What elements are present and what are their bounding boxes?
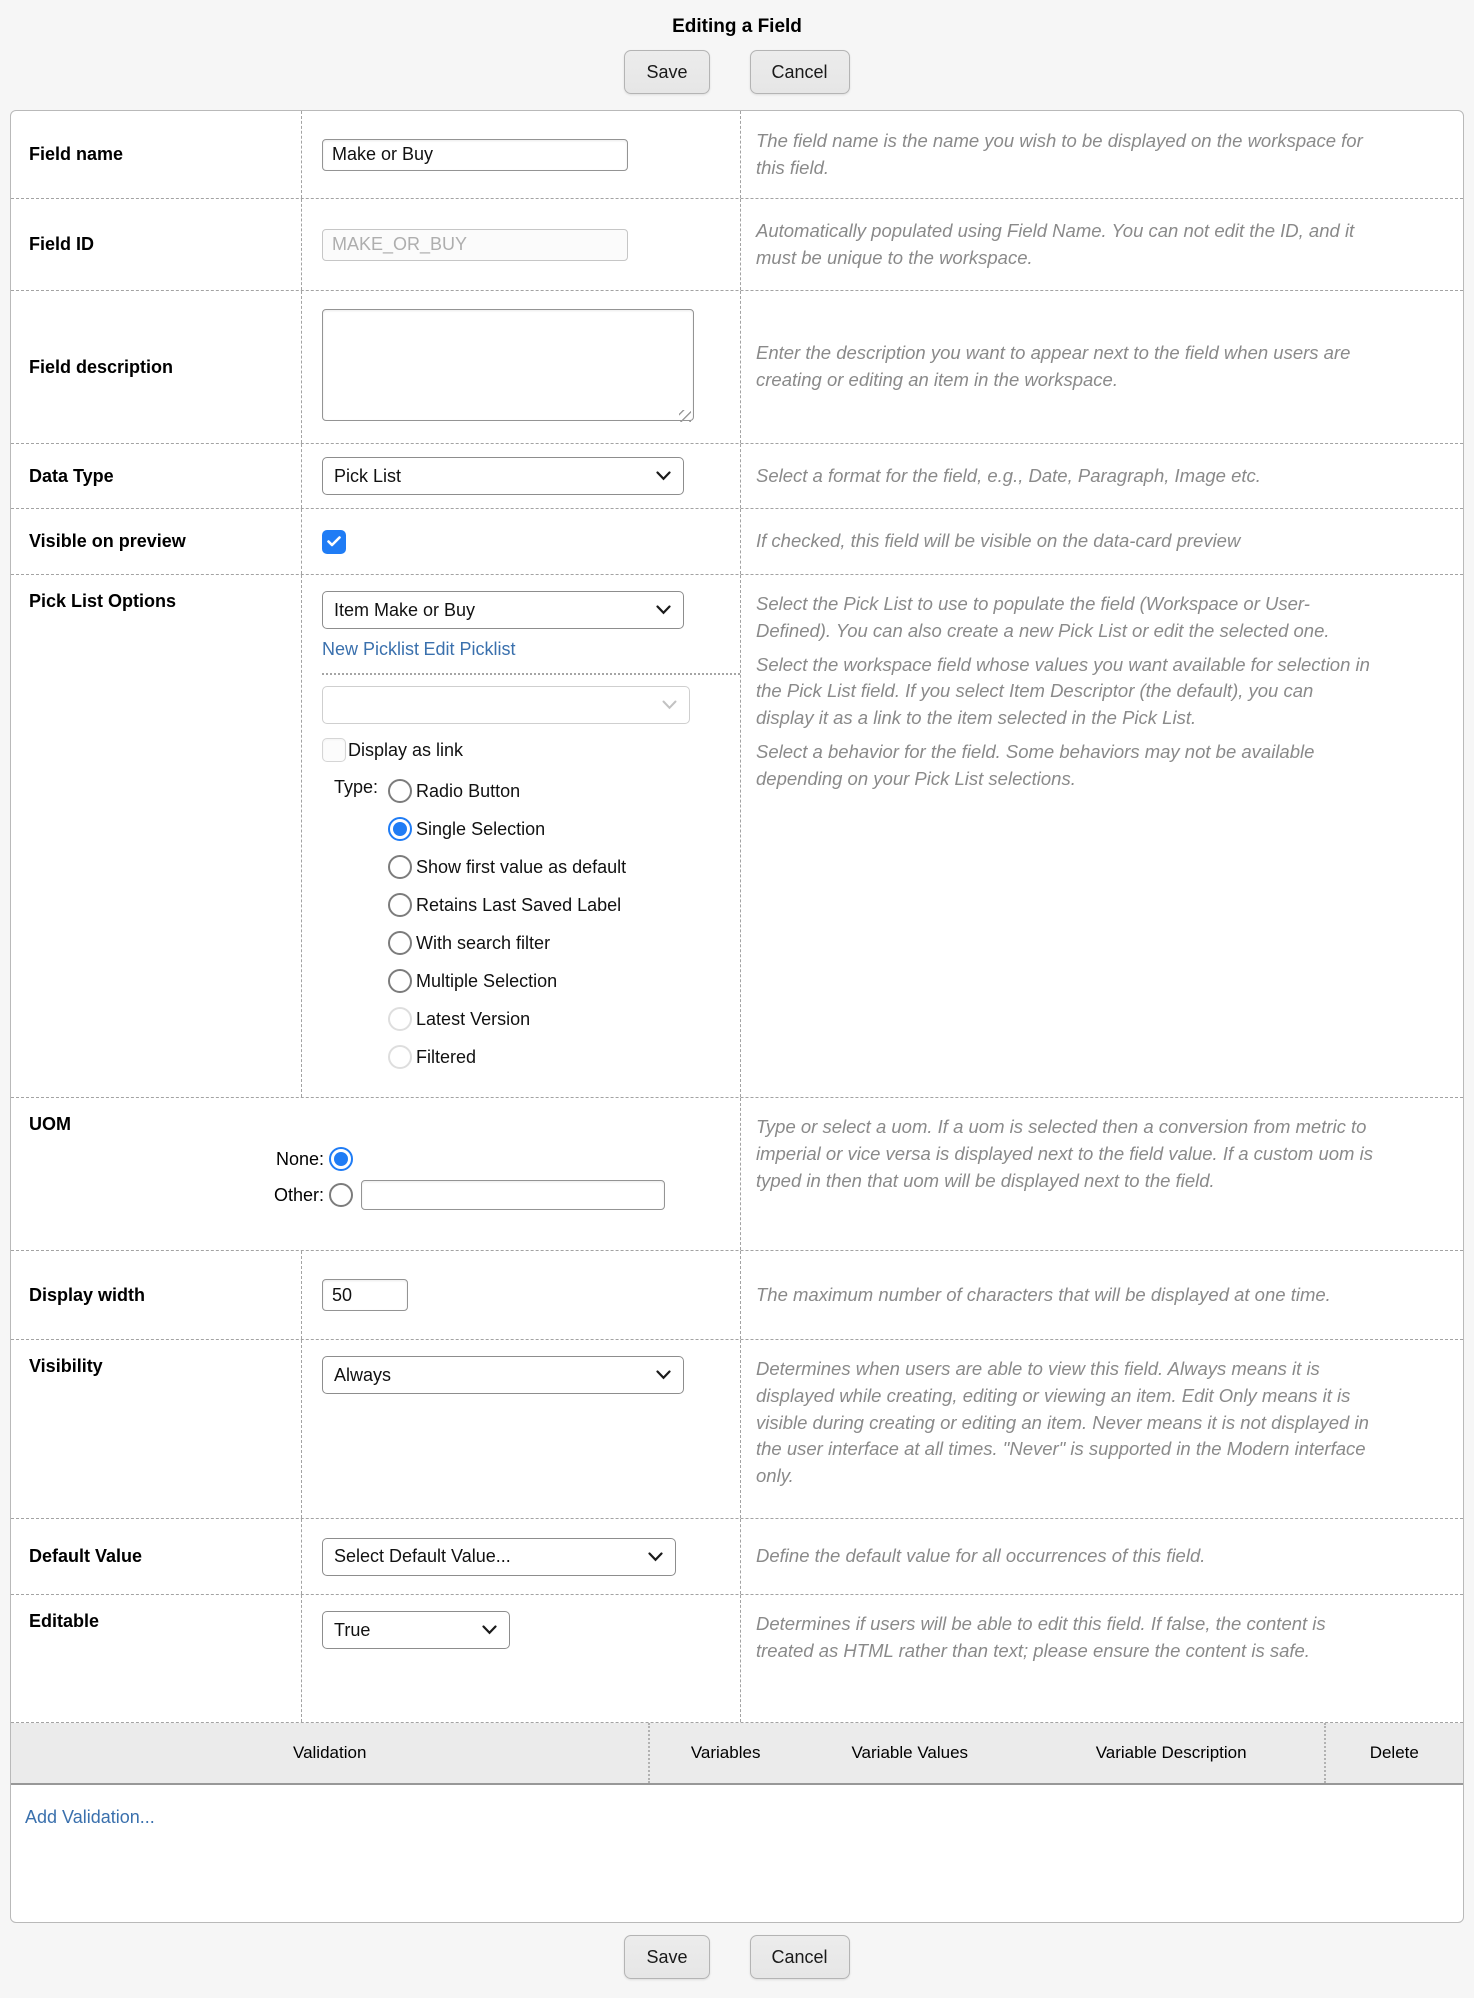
workspace-field-select — [322, 686, 690, 724]
validation-column-header: Validation — [293, 1743, 367, 1762]
editable-select[interactable] — [322, 1611, 510, 1649]
type-option-radio[interactable] — [388, 855, 412, 879]
uom-label: UOM — [29, 1114, 71, 1134]
save-button[interactable]: Save — [624, 50, 709, 94]
pick-list-options-description-3: Select a behavior for the field. Some behaviors may not be available depending on your Pick List selections. — [756, 741, 1315, 789]
field-id-input — [322, 229, 628, 261]
data-type-select[interactable] — [322, 457, 684, 495]
field-id-description: Automatically populated using Field Name. You can not edit the ID, and it must be unique to the workspace. — [756, 219, 1355, 268]
type-option-radio — [388, 1045, 412, 1069]
display-width-input[interactable] — [322, 1279, 408, 1311]
type-option-radio[interactable] — [388, 779, 412, 803]
dialog-header — [0, 0, 1474, 94]
field-name-description: The field name is the name you wish to be displayed on the workspace for this field. — [756, 129, 1363, 178]
visibility-description: Determines when users are able to view this field. Always means it is displayed while creating, editing or viewing an item. Edit Only means it is visible during creating or editing an item. Never means it is not displayed in the user interface at all times. "Never" is supported in the Modern interface only. — [756, 1358, 1369, 1487]
editable-select-value: True — [334, 1619, 371, 1640]
type-option — [388, 1038, 626, 1076]
cancel-button-bottom[interactable]: Cancel — [750, 1935, 850, 1979]
visible-on-preview-checkbox[interactable] — [322, 530, 346, 554]
display-as-link-label: Display as link — [348, 739, 464, 760]
validation-table-header — [11, 1723, 1463, 1785]
type-option — [388, 886, 626, 924]
type-option-radio[interactable] — [388, 931, 412, 955]
default-value-select-value: Select Default Value... — [334, 1546, 511, 1566]
pick-list-options-description-1: Select the Pick List to use to populate the field (Workspace or User-Defined). You can also create a new Pick List or edit the selected one. — [756, 593, 1330, 641]
visible-on-preview-description: If checked, this field will be visible on the data-card preview — [756, 530, 1241, 552]
row-visibility — [11, 1340, 1463, 1519]
default-value-select[interactable] — [322, 1538, 676, 1576]
field-edit-form — [10, 110, 1464, 1923]
uom-other-radio[interactable] — [329, 1183, 353, 1207]
edit-picklist-link[interactable]: Edit Picklist — [423, 639, 516, 659]
data-type-label: Data Type — [11, 444, 302, 508]
type-option-label: With search filter — [416, 932, 551, 953]
chevron-down-icon — [482, 1625, 497, 1635]
add-validation-link[interactable]: Add Validation... — [25, 1807, 155, 1827]
dialog-footer — [0, 1923, 1474, 1979]
picklist-select[interactable] — [322, 591, 684, 629]
display-as-link-checkbox[interactable] — [322, 738, 346, 762]
uom-description: Type or select a uom. If a uom is selected then a conversion from metric to imperial or vice versa is displayed next to the field value. If a custom uom is typed in then that uom will be displayed next to the field. — [756, 1116, 1373, 1191]
editable-description: Determines if users will be able to edit this field. If false, the content is treated as HTML rather than text; please ensure the content is safe. — [756, 1613, 1326, 1661]
row-field-id — [11, 199, 1463, 291]
type-option-label: Multiple Selection — [416, 970, 558, 991]
row-default-value — [11, 1519, 1463, 1595]
row-display-width — [11, 1251, 1463, 1340]
field-description-textarea[interactable] — [322, 309, 694, 421]
row-field-description — [11, 291, 1463, 444]
data-type-description: Select a format for the field, e.g., Date, Paragraph, Image etc. — [756, 464, 1261, 486]
uom-none-label: None: — [275, 1148, 324, 1169]
data-type-select-value: Pick List — [334, 465, 402, 486]
visible-on-preview-label: Visible on preview — [11, 509, 302, 574]
type-option — [388, 1000, 626, 1038]
type-option — [388, 962, 626, 1000]
uom-none-radio[interactable] — [329, 1147, 353, 1171]
row-field-name — [11, 111, 1463, 199]
row-uom — [11, 1098, 1463, 1251]
field-name-label: Field name — [11, 111, 302, 198]
type-option-label: Latest Version — [416, 1008, 531, 1029]
display-width-description: The maximum number of characters that will be displayed at one time. — [756, 1283, 1331, 1305]
row-editable — [11, 1595, 1463, 1723]
type-option-radio — [388, 1007, 412, 1031]
editable-label: Editable — [11, 1595, 302, 1722]
chevron-down-icon — [662, 700, 677, 710]
type-group-label: Type: — [334, 777, 379, 797]
row-data-type — [11, 444, 1463, 509]
page-title: Editing a Field — [672, 16, 802, 37]
row-pick-list-options — [11, 575, 1463, 1098]
chevron-down-icon — [648, 1552, 663, 1562]
save-button-bottom[interactable]: Save — [624, 1935, 709, 1979]
type-option — [388, 810, 626, 848]
type-option-label: Single Selection — [416, 818, 546, 839]
type-option-radio[interactable] — [388, 893, 412, 917]
field-name-input[interactable] — [322, 139, 628, 171]
visibility-select[interactable] — [322, 1356, 684, 1394]
cancel-button[interactable]: Cancel — [750, 50, 850, 94]
variables-column-header: Variables — [648, 1723, 800, 1783]
type-option-label: Filtered — [416, 1046, 477, 1067]
chevron-down-icon — [656, 1370, 671, 1380]
uom-other-label: Other: — [273, 1184, 324, 1205]
type-option-label: Radio Button — [416, 780, 521, 801]
type-options-group — [388, 772, 626, 1076]
row-visible-on-preview — [11, 509, 1463, 575]
type-option-radio[interactable] — [388, 969, 412, 993]
type-option-label: Show first value as default — [416, 856, 627, 877]
type-option — [388, 848, 626, 886]
field-id-label: Field ID — [11, 199, 302, 290]
validation-table-body — [11, 1785, 1463, 1922]
delete-column-header: Delete — [1324, 1723, 1463, 1783]
field-description-label: Field description — [11, 291, 302, 443]
picklist-select-value: Item Make or Buy — [334, 599, 476, 620]
visibility-select-value: Always — [334, 1364, 392, 1385]
type-option-radio[interactable] — [388, 817, 412, 841]
type-option — [388, 924, 626, 962]
dotted-separator — [322, 673, 740, 675]
variable-description-column-header: Variable Description — [1095, 1743, 1247, 1762]
check-icon — [327, 536, 341, 547]
type-option-label: Retains Last Saved Label — [416, 894, 622, 915]
default-value-label: Default Value — [11, 1519, 302, 1594]
resize-grip-icon[interactable] — [679, 410, 691, 422]
chevron-down-icon — [656, 471, 671, 481]
chevron-down-icon — [656, 605, 671, 615]
type-option — [388, 772, 626, 810]
variable-values-column-header: Variable Values — [851, 1743, 969, 1762]
uom-other-input[interactable] — [361, 1180, 665, 1210]
field-description-description: Enter the description you want to appear next to the field when users are creating or editing an item in the workspace. — [756, 342, 1351, 390]
pick-list-options-label: Pick List Options — [11, 575, 302, 1097]
visibility-label: Visibility — [11, 1340, 302, 1518]
new-picklist-link[interactable]: New Picklist — [322, 639, 420, 659]
pick-list-options-description-2: Select the workspace field whose values you want available for selection in the Pick List field. If you select Item Descriptor (the default), you can display it as a link to the item selected in the Pick List. — [756, 653, 1370, 729]
display-width-label: Display width — [11, 1251, 302, 1339]
default-value-description: Define the default value for all occurrences of this field. — [756, 1545, 1206, 1567]
top-button-row — [0, 50, 1474, 94]
